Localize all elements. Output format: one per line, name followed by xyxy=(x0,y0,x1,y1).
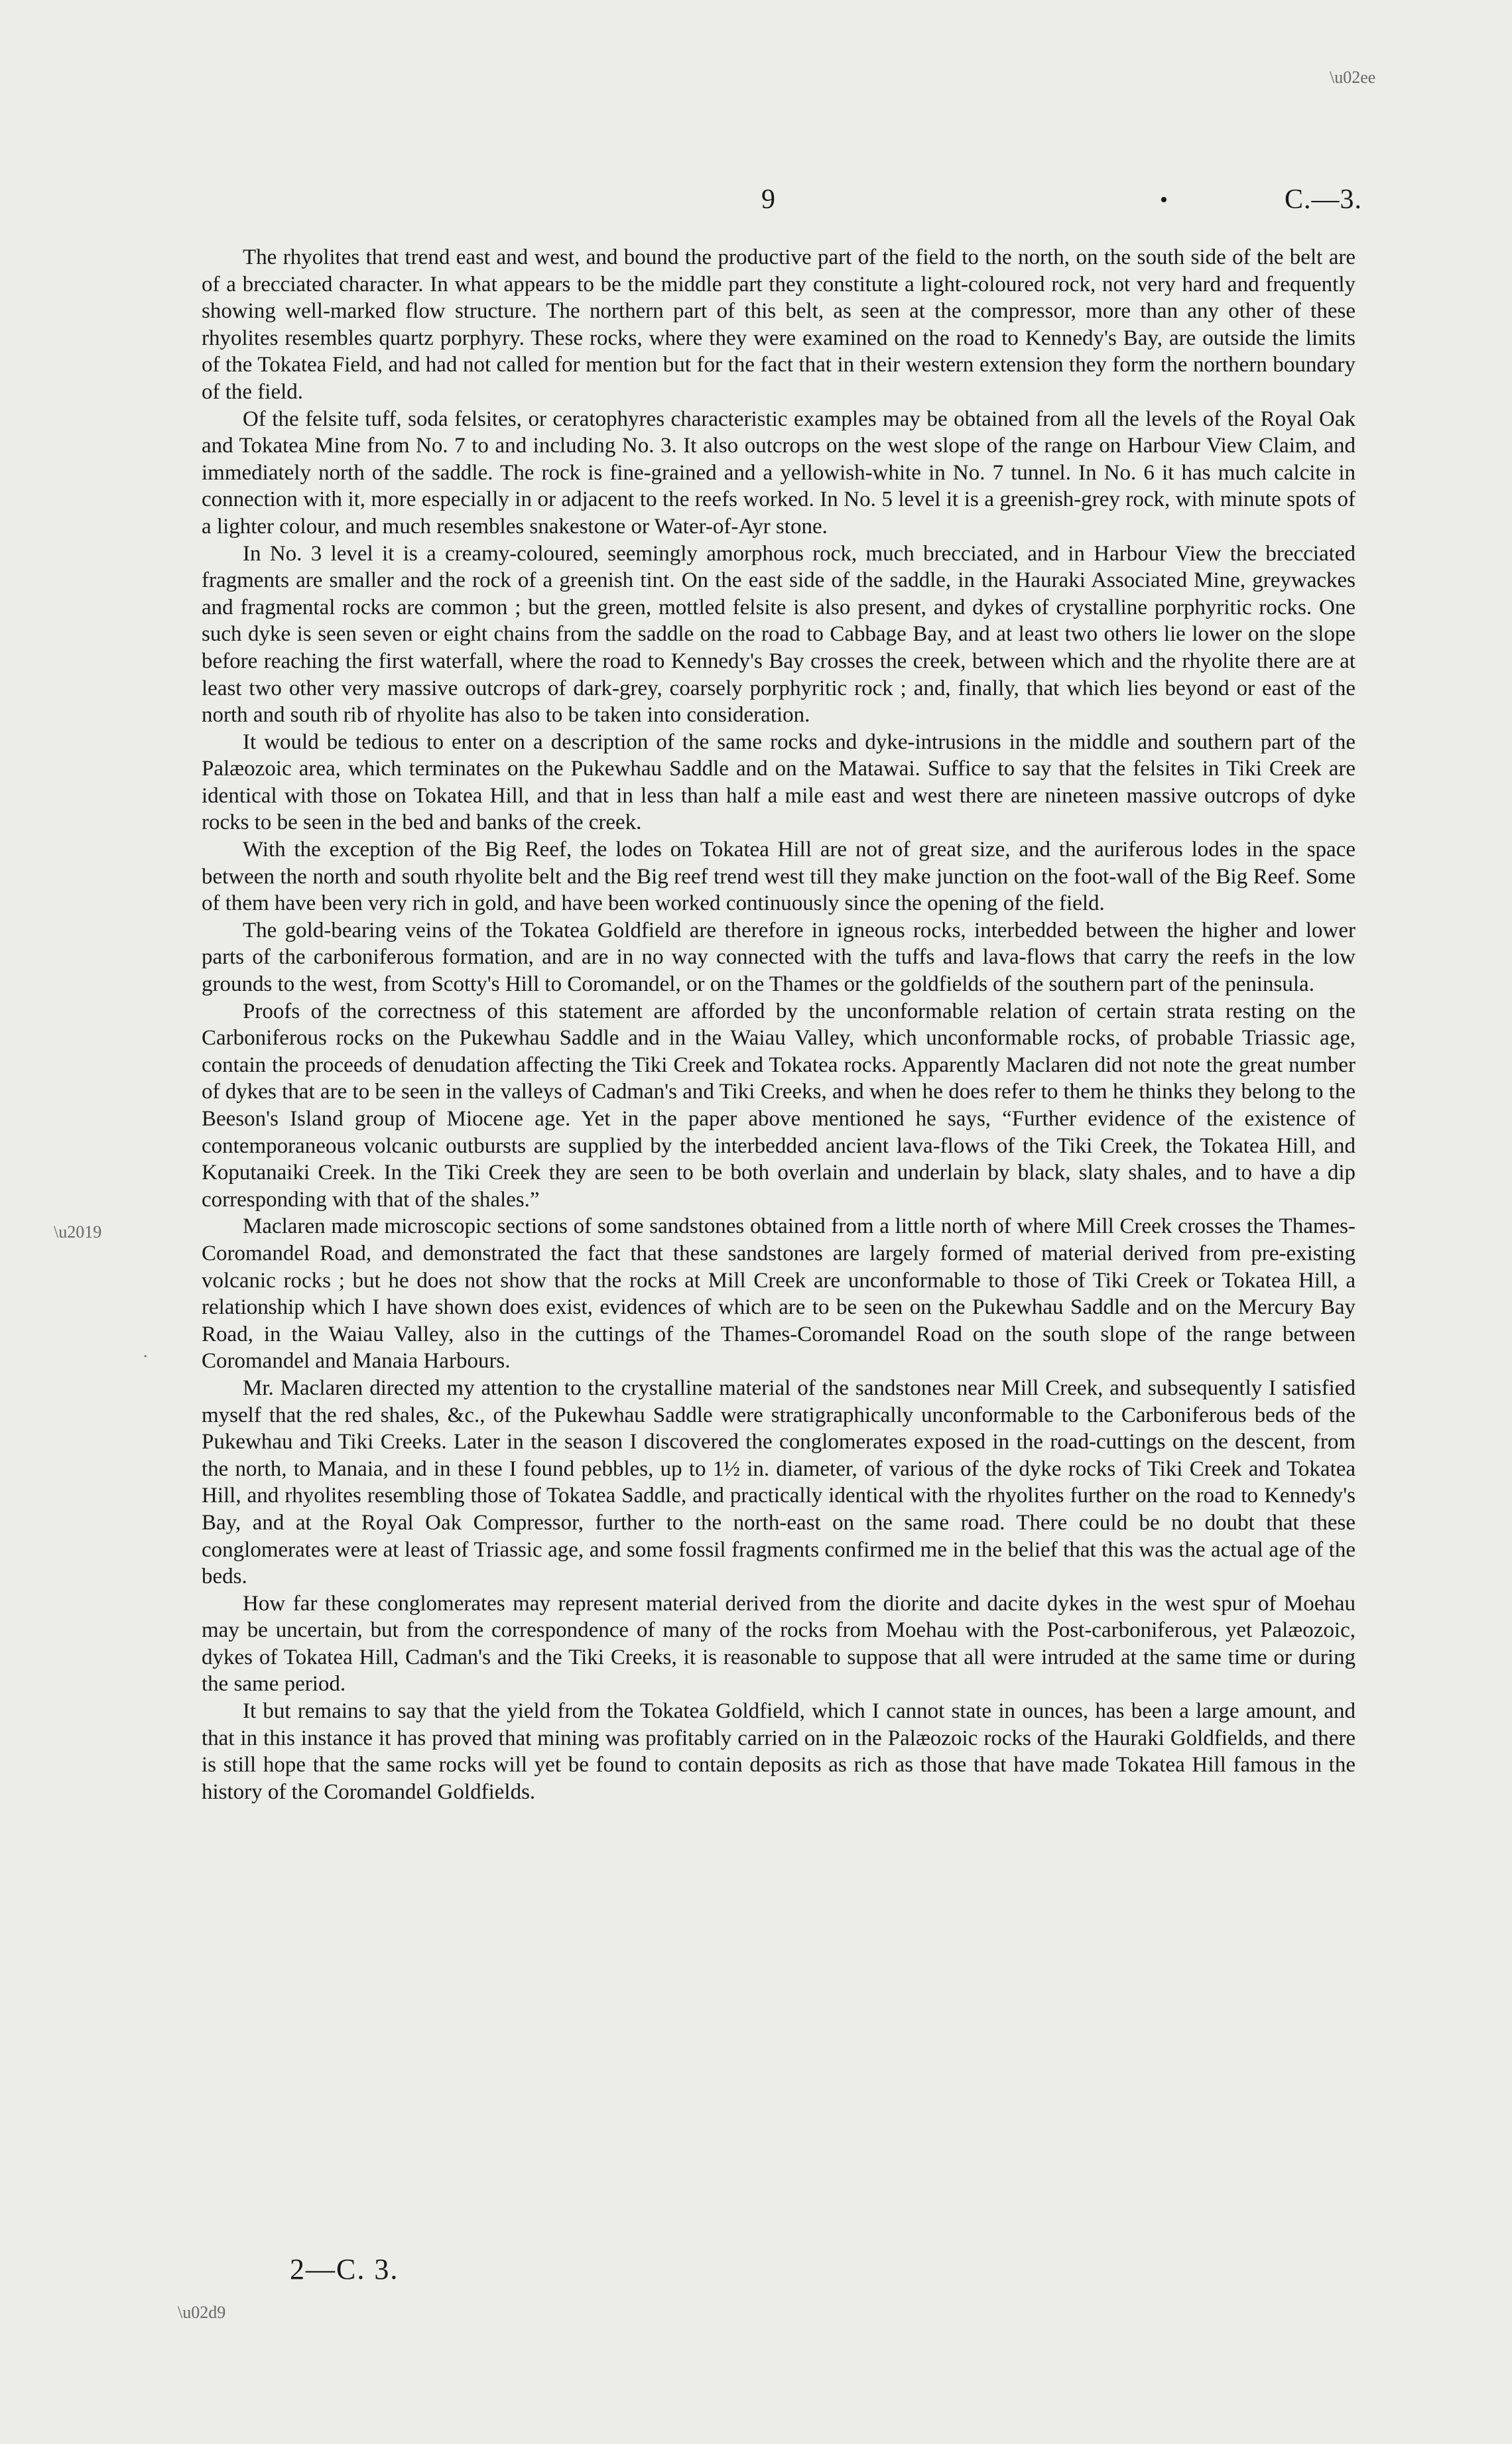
stray-mark: \u2019 xyxy=(54,1222,102,1242)
stray-mark: . xyxy=(143,1342,148,1361)
paragraph-dyke-intrusions: It would be tedious to enter on a description of the same rocks and dyke-intrusions in the middle and southern part of the Palæozoic area, which terminates on the Pukewhau Saddle and on the Matawai. Suffice to say that the felsites in Tiki Creek are identical with those on Tokatea Hill, and that in less than half a mile east and west there are nineteen massive outcrops of dyke rocks to be seen in the bed and banks of the creek. xyxy=(202,730,1355,835)
signature-line: 2—C. 3. xyxy=(290,2253,399,2285)
stray-mark: \u02ee xyxy=(1330,68,1376,87)
page-header xyxy=(0,183,1512,223)
header-dot: • xyxy=(1160,188,1168,212)
paragraph-proofs: Proofs of the correctness of this statement are afforded by the unconformable relation of certain strata resting on the Carboniferous rocks on the Pukewhau Saddle and in the Waiau Valley, which unconformable rocks, of probable Triassic age, contain the proceeds of denudation affecting the Tiki Creek and Tokatea rocks. Apparently Maclaren did not note the great number of dykes that are to be seen in the valleys of Cadman's and Tiki Creeks, and when he does refer to them he thinks they belong to the Beeson's Island group of Miocene age. Yet in the paper above mentioned he says, “Further evidence of the existence of contemporaneous volcanic outbursts are supplied by the interbedded ancient lava-flows of the Tiki Creek, the Tokatea Hill, and Koputanaiki Creek. In the Tiki Creek they are seen to be both overlain and underlain by black, slaty shales, and to have a dip corresponding with that of the shales.” xyxy=(202,999,1355,1212)
stray-mark: \u02d9 xyxy=(178,2303,226,2322)
paragraph-no3-level: In No. 3 level it is a creamy-coloured, seemingly amorphous rock, much brecciated, and in Harbour View the brecciated fragments are smaller and the rock of a greenish tint. On the east side of the saddle, in the Hauraki Associated Mine, greywackes and fragmental rocks are common ; but the green, mottled felsite is also present, and dykes of crystalline porphyritic rocks. One such dyke is seen seven or eight chains from the saddle on the road to Cabbage Bay, and at least two others lie lower on the slope before reaching the first waterfall, where the road to Kennedy's Bay crosses the creek, between which and the rhyolite there are at least two other very massive outcrops of dark-grey, coarsely porphyritic rock ; and, finally, that which lies beyond or east of the north and south rib of rhyolite has also to be taken into consideration. xyxy=(202,541,1355,728)
paragraph-microscopic-sections: Maclaren made microscopic sections of some sandstones obtained from a little north of where Mill Creek crosses the Thames-Coromandel Road, and demonstrated the fact that these sandstones are largely formed of material derived from pre-existing volcanic rocks ; but he does not show that the rocks at Mill Creek are unconformable to those of Tiki Creek or Tokatea Hill, a relationship which I have shown does exist, evidences of which are to be seen on the Pukewhau Saddle and on the Mercury Bay Road, in the Waiau Valley, also in the cuttings of the Thames-Coromandel Road on the south slope of the range between Coromandel and Manaia Harbours. xyxy=(202,1214,1355,1374)
paragraph-maclaren-attention: Mr. Maclaren directed my attention to the crystalline material of the sandstones near Mill Creek, and subsequently I satisfied myself that the red shales, &c., of the Pukewhau Saddle were stratigraphically unconformable to the Carboniferous beds of the Pukewhau and Tiki Creeks. Later in the season I discovered the conglomerates exposed in the road-cuttings on the descent, from the north, to Manaia, and in these I found pebbles, up to 1½ in. diameter, of various of the dyke rocks of Tiki Creek and Tokatea Hill, and rhyolites resembling those of Tokatea Saddle, and practically identical with the rhyolites further on the road to Kennedy's Bay, and at the Royal Oak Compressor, further to the north-east on the same road. There could be no doubt that these conglomerates were at least of Triassic age, and some fossil fragments confirmed me in the belief that this was the actual age of the beds. xyxy=(202,1376,1355,1589)
page-number: 9 xyxy=(761,184,775,215)
document-reference: C.—3. xyxy=(1284,184,1362,215)
paragraph-felsite-tuff: Of the felsite tuff, soda felsites, or ceratophyres characteristic examples may be obtained from all the levels of the Royal Oak and Tokatea Mine from No. 7 to and including No. 3. It also outcrops on the west slope of the range on Harbour View Claim, and immediately north of the saddle. The rock is fine-grained and a yellowish-white in No. 7 tunnel. In No. 6 it has much calcite in connection with it, more especially in or adjacent to the reefs worked. In No. 5 level it is a greenish-grey rock, with minute spots of a lighter colour, and much resembles snakestone or Water-of-Ayr stone. xyxy=(202,407,1355,539)
body-text xyxy=(202,244,1355,1805)
paragraph-conglomerates: How far these conglomerates may represent material derived from the diorite and dacite dykes in the west spur of Moehau may be uncertain, but from the correspondence of many of the rocks from Moehau with the Post-carboniferous, yet Palæozoic, dykes of Tokatea Hill, Cadman's and the Tiki Creeks, it is reasonable to suppose that all were intruded at the same time or during the same period. xyxy=(202,1591,1355,1697)
paragraph-rhyolites: The rhyolites that trend east and west, and bound the productive part of the field to the north, on the south side of the belt are of a brecciated character. In what appears to be the middle part they constitute a light-coloured rock, not very hard and frequently showing well-marked flow structure. The northern part of this belt, as seen at the compressor, more than any other of these rhyolites resembles quartz porphyry. These rocks, where they were examined on the road to Kennedy's Bay, are outside the limits of the Tokatea Field, and had not called for mention but for the fact that in their western extension they form the northern boundary of the field. xyxy=(202,245,1355,404)
paragraph-big-reef: With the exception of the Big Reef, the lodes on Tokatea Hill are not of great size, and the auriferous lodes in the space between the north and south rhyolite belt and the Big reef trend west till they make junction on the foot-wall of the Big Reef. Some of them have been very rich in gold, and have been worked continuously since the opening of the field. xyxy=(202,838,1355,916)
paragraph-yield: It but remains to say that the yield from the Tokatea Goldfield, which I cannot state in ounces, has been a large amount, and that in this instance it has proved that mining was profitably carried on in the Palæozoic rocks of the Hauraki Goldfields, and there is still hope that the same rocks will yet be found to contain deposits as rich as those that have made Tokatea Hill famous in the history of the Coromandel Goldfields. xyxy=(202,1699,1355,1804)
paragraph-gold-bearing-veins: The gold-bearing veins of the Tokatea Goldfield are therefore in igneous rocks, interbedded between the higher and lower parts of the carboniferous formation, and are in no way connected with the tuffs and lava-flows that carry the reefs in the low grounds to the west, from Scotty's Hill to Coromandel, or on the Thames or the goldfields of the southern part of the peninsula. xyxy=(202,918,1355,997)
